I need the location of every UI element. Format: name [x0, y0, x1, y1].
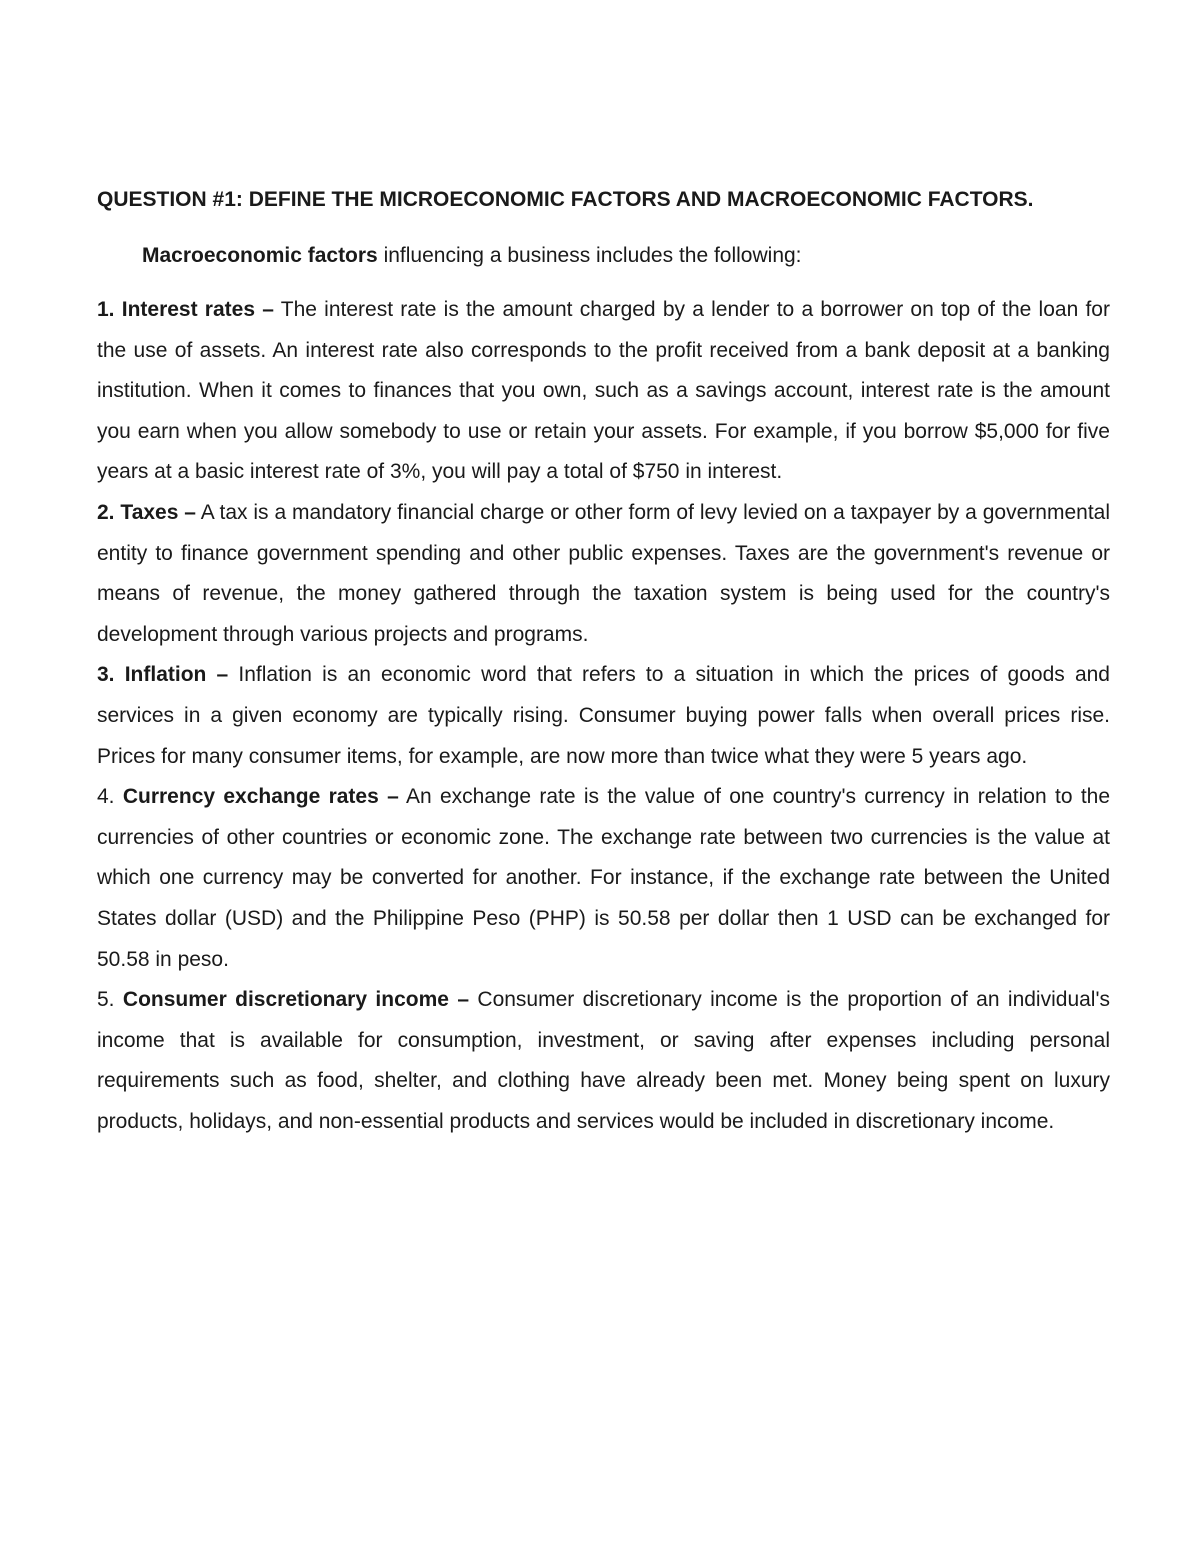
intro-text: influencing a business includes the following:	[377, 244, 802, 267]
list-item-interest-rates	[97, 290, 1110, 493]
list-item-taxes	[97, 493, 1110, 655]
item-title: Inflation –	[124, 663, 229, 687]
intro-paragraph	[97, 236, 1110, 276]
item-number: 2.	[97, 500, 115, 524]
list-item-inflation	[97, 655, 1110, 777]
item-body: Consumer discretionary income is the proportion of an individual's income that is available for consumption, investment, or saving after expenses including personal requirements such as food, shelter, and clothing have already been met. Money being spent on luxury products, holidays, and non-essential products and services would be included in discretionary income.	[97, 988, 1110, 1133]
item-body: The interest rate is the amount charged by a lender to a borrower on top of the loan for the use of assets. An interest rate also corresponds to the profit received from a bank deposit at a banking institution. When it comes to finances that you own, such as a savings account, interest rate is the amount you earn when you allow somebody to use or retain your assets. For example, if you borrow $5,000 for five years at a basic interest rate of 3%, you will pay a total of $750 in interest.	[97, 298, 1110, 484]
list-item-currency-exchange-rates	[97, 777, 1110, 980]
item-body: A tax is a mandatory financial charge or other form of levy levied on a taxpayer by a governmental entity to finance government spending and other public expenses. Taxes are the government's revenue or means of revenue, the money gathered through the taxation system is being used for the country's development through various projects and programs.	[97, 500, 1110, 646]
item-number: 4.	[97, 785, 115, 809]
list-item-consumer-discretionary-income	[97, 980, 1110, 1142]
item-title: Interest rates –	[121, 298, 274, 321]
document-page	[97, 180, 1110, 1142]
item-number: 3.	[97, 663, 115, 687]
item-title: Consumer discretionary income –	[122, 988, 470, 1012]
intro-term: Macroeconomic factors	[142, 244, 378, 267]
item-number: 1.	[97, 298, 115, 321]
item-number: 5.	[97, 988, 115, 1012]
item-title: Taxes –	[120, 500, 196, 524]
item-body: An exchange rate is the value of one country's currency in relation to the currencies of other countries or economic zone. The exchange rate between two currencies is the value at which one currency may be converted for another. For instance, if the exchange rate between the United States dollar (USD) and the Philippine Peso (PHP) is 50.58 per dollar then 1 USD can be exchanged for 50.58 in peso.	[97, 785, 1111, 971]
question-heading: QUESTION #1: DEFINE THE MICROECONOMIC FACTORS AND MACROECONOMIC FACTORS.	[97, 188, 1034, 211]
item-title: Currency exchange rates –	[122, 785, 399, 809]
item-body: Inflation is an economic word that refers to a situation in which the prices of goods and services in a given economy are typically rising. Consumer buying power falls when overall prices rise. Prices for many consumer items, for example, are now more than twice what they were 5 years ago.	[97, 663, 1110, 768]
